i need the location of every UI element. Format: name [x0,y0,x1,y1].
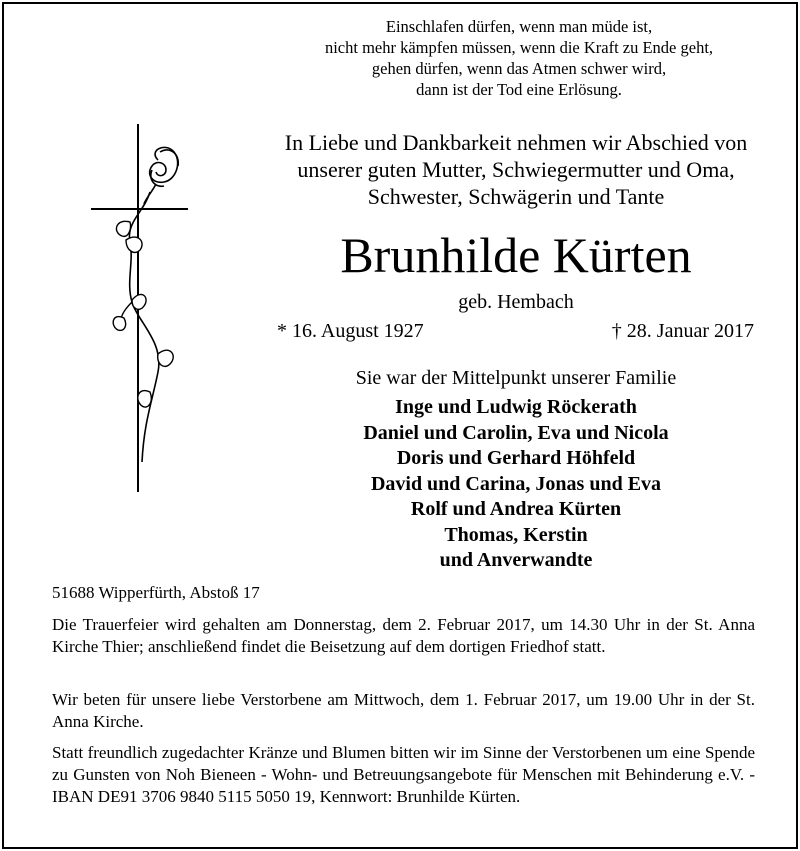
poem-line: Einschlafen dürfen, wenn man müde ist, [385,17,653,36]
family-member: Inge und Ludwig Röckerath [395,396,637,418]
deceased-name: Brunhilde Kürten [340,227,692,283]
cross-with-rose-icon [86,122,196,492]
birth-date: * 16. August 1927 [277,320,424,342]
poem-line: nicht mehr kämpfen müssen, wenn die Kraft zu Ende geht, [324,38,714,57]
donation-info-paragraph: Statt freundlich zugedachter Kränze und Blumen bitten wir im Sinne der Verstorbenen um eine Spende zu Gunsten von Noh Bieneen - Wohn- und Betreuungsangebote für Menschen mit Behinderung e.V. - IBAN DE91 3706 9840 5115 5050 19, Kennwort: Brunhilde Kürten. [52,743,755,806]
family-list [266,395,766,574]
poem [284,16,754,100]
death-date: † 28. Januar 2017 [611,320,754,342]
family-member: Thomas, Kerstin [444,523,588,546]
poem-line: dann ist der Tod eine Erlösung. [416,80,622,99]
funeral-info-paragraph: Die Trauerfeier wird gehalten am Donnerstag, dem 2. Februar 2017, um 14.30 Uhr in der St. Anna Kirche Thier; anschließend findet die Beisetzung auf dem dortigen Friedhof statt. [52,615,755,656]
obituary-notice [2,2,798,849]
family-member: David und Carina, Jonas und Eva [370,472,662,495]
intro-line: unserer guten Mutter, Schwiegermutter und Oma, [297,157,735,182]
intro-text [266,129,766,210]
prayer-info-paragraph: Wir beten für unsere liebe Verstorbene am Mittwoch, dem 1. Februar 2017, um 19.00 Uhr in der St. Anna Kirche. [52,690,755,731]
family-member: Daniel und Carolin, Eva und Nicola [363,421,669,444]
family-member: Rolf und Andrea Kürten [410,498,622,520]
family-member: und Anverwandte [439,549,593,571]
intro-line: Schwester, Schwägerin und Tante [367,184,665,209]
address: 51688 Wipperfürth, Abstoß 17 [52,583,260,602]
family-heading: Sie war der Mittelpunkt unserer Familie [355,367,677,389]
intro-line: In Liebe und Dankbarkeit nehmen wir Abschied von [284,130,748,155]
family-member: Doris und Gerhard Höhfeld [396,447,636,469]
birth-name: geb. Hembach [458,291,574,313]
poem-line: gehen dürfen, wenn das Atmen schwer wird, [371,59,667,78]
